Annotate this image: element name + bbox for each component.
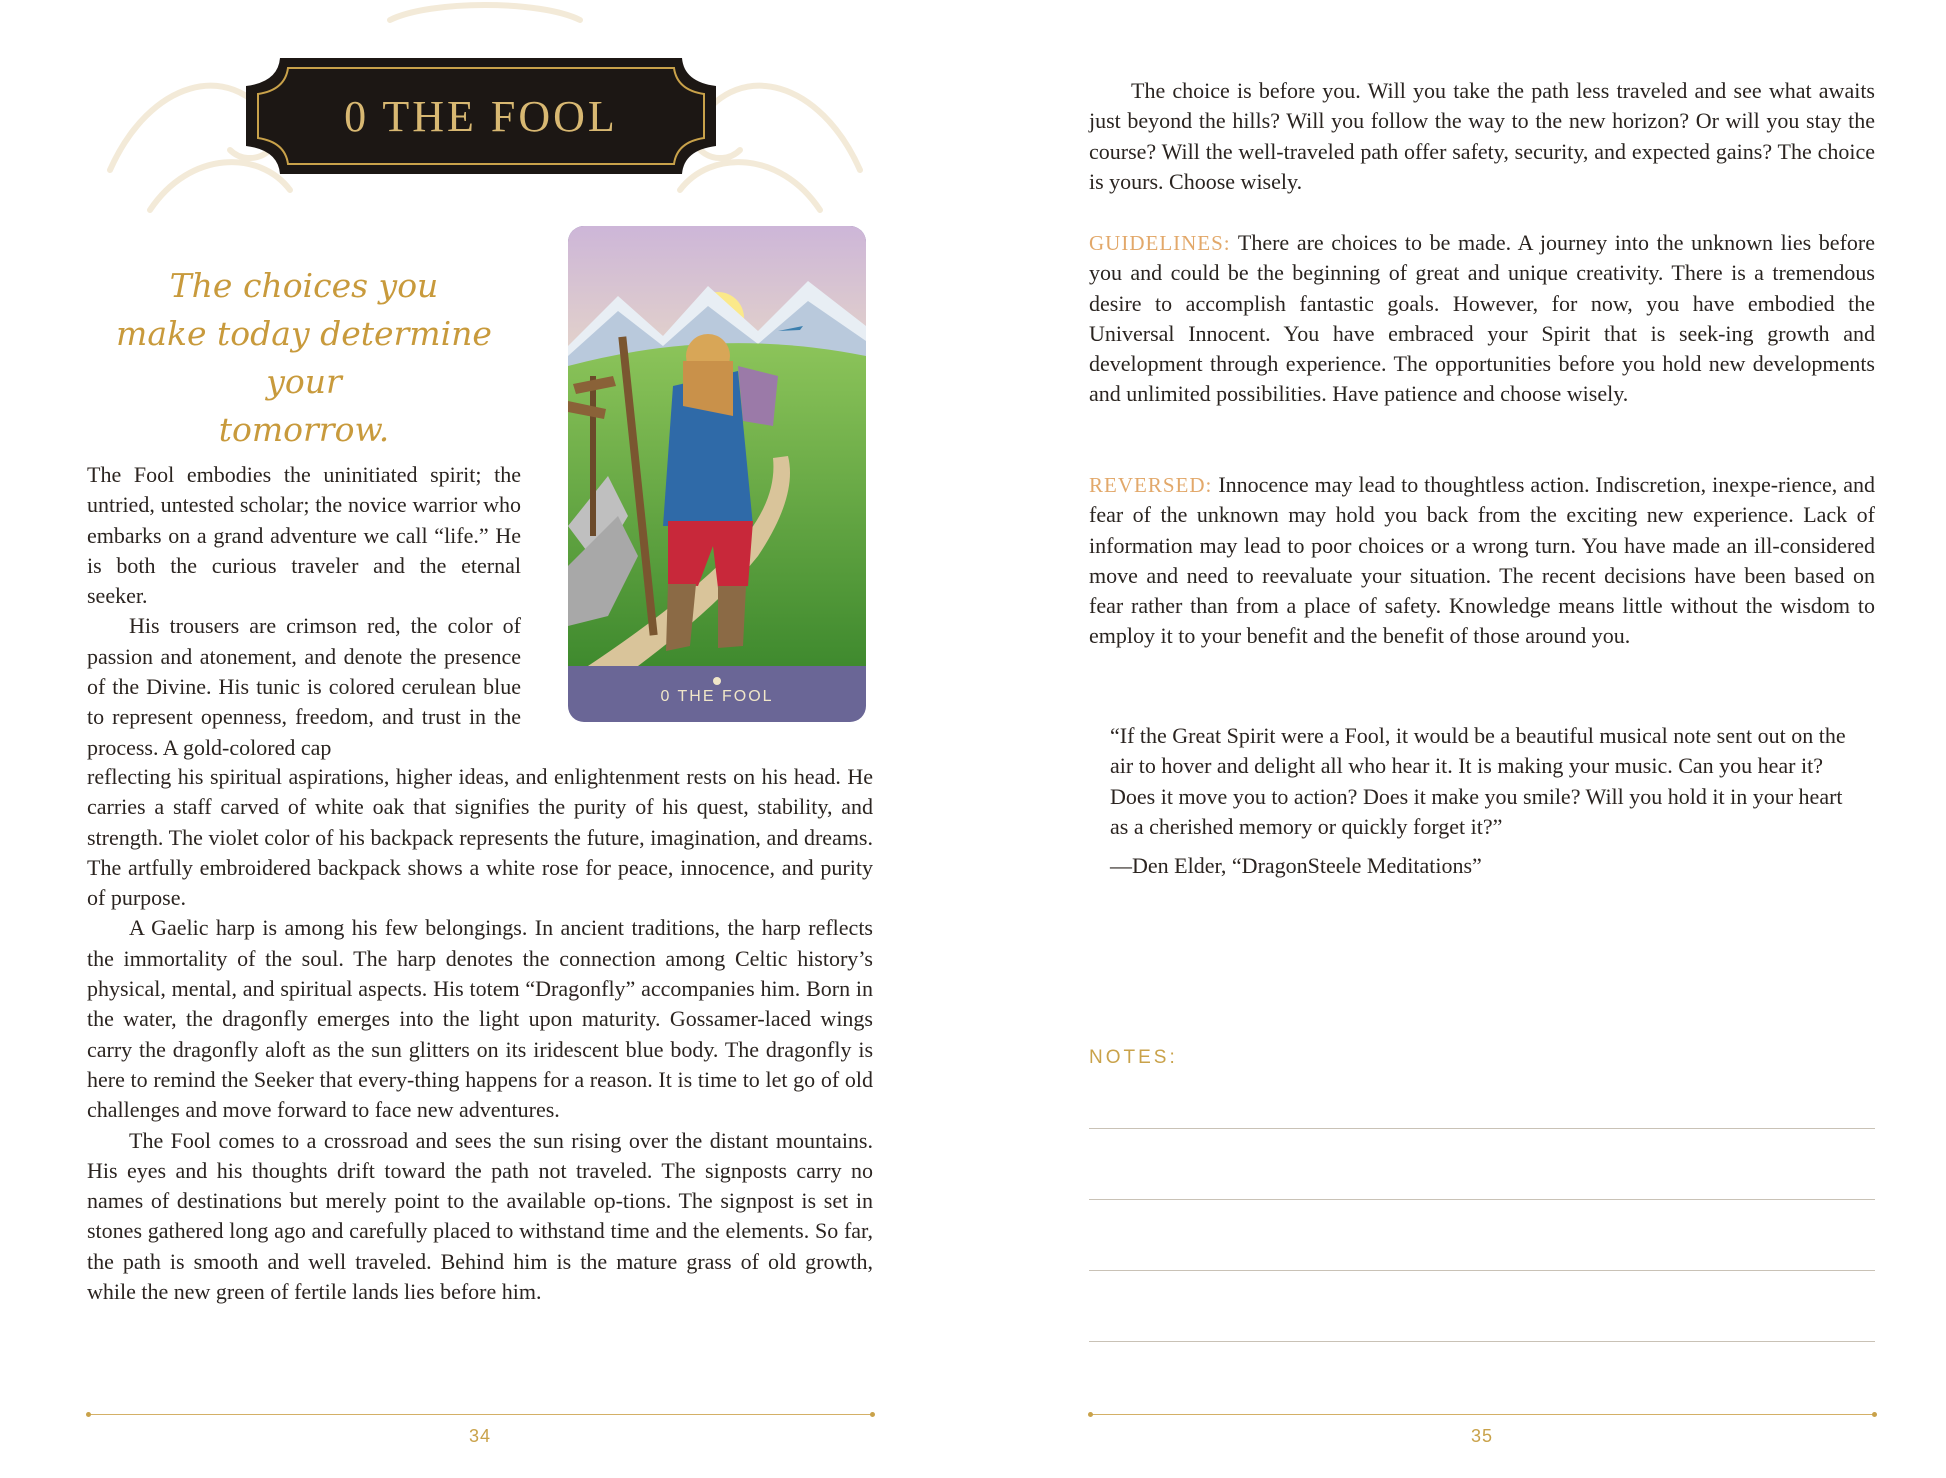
guidelines-text: There are choices to be made. A journey into the unknown lies before you and could be the beginning of great and unique creativity. There is a tremendous desire to accomplish fantastic goals. However, for now, you have embodied the Universal Innocent. You have embraced your Spirit that is seek-ing growth and development through experience. The opportunities before you hold new developments and unlimited possibilities. Have patience and choose wisely. bbox=[1089, 230, 1875, 407]
pull-quote-line-1: The choices you bbox=[169, 266, 439, 305]
reversed-section bbox=[1089, 470, 1875, 652]
paragraph-choice: The choice is before you. Will you take the path less traveled and see what awaits just beyond the hills? Will you follow the way to the new horizon? Or will you stay the course? Will the well-traveled path offer safety, security, and expected gains? The choice is yours. Choose wisely. bbox=[1089, 78, 1875, 194]
rule-end-dot-left bbox=[1088, 1412, 1093, 1417]
paragraph-trousers-rest: reflecting his spiritual aspirations, higher ideas, and enlightenment rests on his head. He carries a staff carved of white oak that signifies the purity of his quest, stability, and strength. The violet color of his backpack represents the future, imagination, and dreams. The artfully embroidered backpack shows a white rose for peace, innocence, and purity of purpose. bbox=[87, 764, 873, 911]
notes-label: NOTES: bbox=[1089, 1047, 1178, 1068]
guidelines-section bbox=[1089, 228, 1875, 410]
paragraph-intro: The Fool embodies the uninitiated spirit; the untried, untested scholar; the novice warrior who embarks on a grand adventure we call “life.” He is both the curious traveler and the eternal seeker. bbox=[87, 462, 521, 609]
meditation-quote: “If the Great Spirit were a Fool, it would be a beautiful musical note sent out on the air to hover and delight all who hear it. It is making your music. Can you hear it? Does it move you to action? Does it make you smile? Will you hold it in your heart as a cherished memory or quickly forget it?” bbox=[1110, 723, 1846, 839]
footer-rule bbox=[1090, 1414, 1875, 1415]
pull-quote-line-2: make today determine your bbox=[116, 314, 492, 401]
choice-paragraph bbox=[1089, 76, 1875, 197]
note-line[interactable] bbox=[1089, 1341, 1875, 1342]
page-number: 34 bbox=[468, 1426, 492, 1446]
reversed-text: Innocence may lead to thoughtless action. Indiscretion, inexpe-rience, and fear of the unknown may hold you back from the exciting new experience. Lack of information may lead to poor choices or a wrong turn. You have made an ill-considered move and need to reevaluate your situation. The recent decisions have been based on fear rather than from a place of safety. Knowledge means little without the wisdom to employ it to your benefit and the benefit of those around you. bbox=[1089, 472, 1876, 649]
quote-attribution: —Den Elder, “DragonSteele Meditations” bbox=[1110, 853, 1482, 878]
rule-end-dot-right bbox=[1872, 1412, 1877, 1417]
reversed-label: REVERSED: bbox=[1089, 473, 1213, 497]
note-line[interactable] bbox=[1089, 1128, 1875, 1129]
pull-quote-line-3: tomorrow. bbox=[218, 410, 390, 449]
paragraph-crossroad: The Fool comes to a crossroad and sees the sun rising over the distant mountains. His eyes and his thoughts drift toward the path not traveled. The signposts carry no names of destinations but merely point to the available op-tions. The signpost is set in stones gathered long ago and carefully placed to withstand time and the elements. So far, the path is smooth and well traveled. Behind him is the mature grass of old growth, while the new green of fertile lands lies before him. bbox=[87, 1127, 873, 1305]
note-line[interactable] bbox=[1089, 1270, 1875, 1271]
note-line[interactable] bbox=[1089, 1199, 1875, 1200]
page-number: 35 bbox=[1470, 1426, 1494, 1446]
paragraph-trousers-start: His trousers are crimson red, the color of passion and atonement, and denote the presence of the Divine. His tunic is colored cerulean blue to represent openness, freedom, and trust in the process. A gold-colored cap bbox=[87, 613, 521, 760]
guidelines-label: GUIDELINES: bbox=[1089, 231, 1231, 255]
paragraph-harp: A Gaelic harp is among his few belongings. In ancient traditions, the harp reflects the immortality of the soul. The harp denotes the connection among Celtic history’s physical, mental, and spiritual aspects. His totem “Dragonfly” accompanies him. Born in the water, the dragonfly emerges into the light upon maturity. Gossamer-laced wings carry the dragonfly aloft as the sun glitters on its iridescent blue body. The dragonfly is here to remind the Seeker that every-thing happens for a reason. It is time to let go of old challenges and move forward to face new adventures. bbox=[87, 915, 873, 1123]
chapter-title: 0 THE FOOL bbox=[344, 91, 618, 141]
card-label: 0 THE FOOL bbox=[660, 688, 774, 705]
